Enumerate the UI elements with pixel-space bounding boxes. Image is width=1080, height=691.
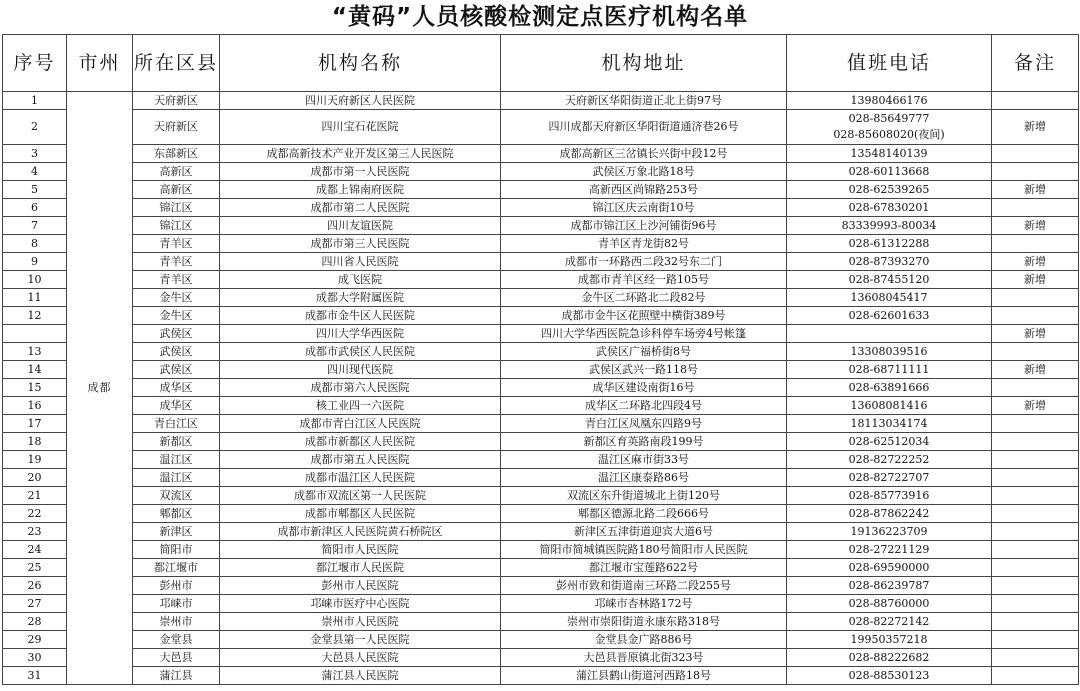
cell-seq: 9 bbox=[3, 253, 67, 271]
cell-seq: 29 bbox=[3, 631, 67, 649]
cell-name: 崇州市人民医院 bbox=[220, 613, 501, 631]
cell-seq: 17 bbox=[3, 415, 67, 433]
cell-note: 新增 bbox=[992, 253, 1079, 271]
cell-district: 成华区 bbox=[133, 379, 220, 397]
table-row bbox=[3, 541, 1079, 559]
phone-number: 028-62539265 bbox=[848, 182, 930, 196]
cell-district: 新津区 bbox=[133, 523, 220, 541]
cell-name: 成都高新技术产业开发区第三人民医院 bbox=[220, 145, 501, 163]
cell-phone bbox=[787, 92, 992, 110]
cell-district: 金牛区 bbox=[133, 307, 220, 325]
table-row bbox=[3, 613, 1079, 631]
cell-seq: 30 bbox=[3, 649, 67, 667]
cell-address: 彭州市致和街道南三环路二段255号 bbox=[501, 577, 787, 595]
cell-seq: 13 bbox=[3, 343, 67, 361]
cell-phone bbox=[787, 577, 992, 595]
cell-name: 简阳市人民医院 bbox=[220, 541, 501, 559]
cell-note bbox=[992, 595, 1079, 613]
phone-number: 028-82722707 bbox=[848, 470, 930, 484]
table-row bbox=[3, 343, 1079, 361]
cell-name: 四川省人民医院 bbox=[220, 253, 501, 271]
cell-name: 四川天府新区人民医院 bbox=[220, 92, 501, 110]
cell-district: 天府新区 bbox=[133, 110, 220, 145]
phone-number: 19950357218 bbox=[850, 632, 928, 646]
cell-note bbox=[992, 577, 1079, 595]
cell-phone bbox=[787, 343, 992, 361]
cell-name: 四川宝石花医院 bbox=[220, 110, 501, 145]
cell-seq: 18 bbox=[3, 433, 67, 451]
cell-name: 成都市新都区人民医院 bbox=[220, 433, 501, 451]
cell-address: 锦江区庆云南街10号 bbox=[501, 199, 787, 217]
cell-district: 大邑县 bbox=[133, 649, 220, 667]
cell-phone bbox=[787, 325, 992, 343]
cell-address: 新都区育英路南段199号 bbox=[501, 433, 787, 451]
table-row bbox=[3, 307, 1079, 325]
cell-phone bbox=[787, 433, 992, 451]
cell-name: 成都市郫都区人民医院 bbox=[220, 505, 501, 523]
cell-district: 温江区 bbox=[133, 451, 220, 469]
cell-seq: 19 bbox=[3, 451, 67, 469]
cell-district: 青白江区 bbox=[133, 415, 220, 433]
cell-district: 蒲江县 bbox=[133, 667, 220, 685]
table-row bbox=[3, 505, 1079, 523]
cell-phone bbox=[787, 271, 992, 289]
cell-address: 四川大学华西医院急诊科停车场旁4号帐篷 bbox=[501, 325, 787, 343]
cell-seq: 7 bbox=[3, 217, 67, 235]
cell-name: 成都市青白江区人民医院 bbox=[220, 415, 501, 433]
header-phone: 值班电话 bbox=[787, 35, 992, 92]
table-row bbox=[3, 487, 1079, 505]
cell-district: 新都区 bbox=[133, 433, 220, 451]
cell-note bbox=[992, 469, 1079, 487]
table-row bbox=[3, 92, 1079, 110]
cell-district: 武侯区 bbox=[133, 325, 220, 343]
phone-number: 028-68711111 bbox=[848, 362, 930, 376]
phone-number: 028-85773916 bbox=[848, 488, 930, 502]
cell-district: 武侯区 bbox=[133, 361, 220, 379]
cell-seq: 20 bbox=[3, 469, 67, 487]
cell-phone bbox=[787, 235, 992, 253]
phone-number: 028-27221129 bbox=[848, 542, 930, 556]
cell-seq: 12 bbox=[3, 307, 67, 325]
cell-note: 新增 bbox=[992, 397, 1079, 415]
table-row bbox=[3, 325, 1079, 343]
cell-note: 新增 bbox=[992, 361, 1079, 379]
phone-number: 028-61312288 bbox=[848, 236, 930, 250]
cell-phone bbox=[787, 451, 992, 469]
cell-note bbox=[992, 163, 1079, 181]
phone-number: 18113034174 bbox=[850, 416, 928, 430]
cell-seq: 14 bbox=[3, 361, 67, 379]
cell-phone bbox=[787, 253, 992, 271]
cell-name: 成都市金牛区人民医院 bbox=[220, 307, 501, 325]
cell-phone bbox=[787, 595, 992, 613]
cell-note bbox=[992, 379, 1079, 397]
cell-address: 新津区五津街道迎宾大道6号 bbox=[501, 523, 787, 541]
cell-note bbox=[992, 631, 1079, 649]
cell-district: 武侯区 bbox=[133, 343, 220, 361]
cell-name: 四川大学华西医院 bbox=[220, 325, 501, 343]
cell-name: 金堂县第一人民医院 bbox=[220, 631, 501, 649]
cell-seq: 22 bbox=[3, 505, 67, 523]
cell-phone bbox=[787, 163, 992, 181]
phone-number: 028-62601633 bbox=[848, 308, 930, 322]
cell-address: 青羊区青龙街82号 bbox=[501, 235, 787, 253]
table-row bbox=[3, 235, 1079, 253]
phone-number: 028-62512034 bbox=[848, 434, 930, 448]
cell-name: 成都大学附属医院 bbox=[220, 289, 501, 307]
cell-district: 双流区 bbox=[133, 487, 220, 505]
cell-district: 锦江区 bbox=[133, 199, 220, 217]
cell-address: 金牛区二环路北二段82号 bbox=[501, 289, 787, 307]
cell-district: 邛崃市 bbox=[133, 595, 220, 613]
cell-note bbox=[992, 523, 1079, 541]
table-row bbox=[3, 415, 1079, 433]
cell-note bbox=[992, 145, 1079, 163]
table-row bbox=[3, 451, 1079, 469]
cell-address: 简阳市简城镇医院路180号简阳市人民医院 bbox=[501, 541, 787, 559]
cell-name: 成都市新津区人民医院黄石桥院区 bbox=[220, 523, 501, 541]
phone-number: 028-86239787 bbox=[848, 578, 930, 592]
cell-address: 成华区建设南街16号 bbox=[501, 379, 787, 397]
page-title: “黄码”人员核酸检测定点医疗机构名单 bbox=[331, 4, 749, 30]
cell-name: 核工业四一六医院 bbox=[220, 397, 501, 415]
table-row bbox=[3, 271, 1079, 289]
cell-phone bbox=[787, 361, 992, 379]
cell-address: 成都市一环路西二段32号东二门 bbox=[501, 253, 787, 271]
cell-note bbox=[992, 415, 1079, 433]
cell-seq: 21 bbox=[3, 487, 67, 505]
cell-name: 成都市第二人民医院 bbox=[220, 199, 501, 217]
cell-district: 郫都区 bbox=[133, 505, 220, 523]
cell-address: 四川成都天府新区华阳街道通济巷26号 bbox=[501, 110, 787, 145]
table-row bbox=[3, 523, 1079, 541]
cell-seq: 27 bbox=[3, 595, 67, 613]
cell-note: 新增 bbox=[992, 271, 1079, 289]
cell-seq: 16 bbox=[3, 397, 67, 415]
phone-number: 13608045417 bbox=[850, 290, 928, 304]
cell-note bbox=[992, 235, 1079, 253]
phone-number: 13308039516 bbox=[850, 344, 928, 358]
cell-seq: 8 bbox=[3, 235, 67, 253]
cell-note bbox=[992, 307, 1079, 325]
cell-note bbox=[992, 433, 1079, 451]
table-row bbox=[3, 253, 1079, 271]
cell-district: 成华区 bbox=[133, 397, 220, 415]
cell-seq: 28 bbox=[3, 613, 67, 631]
cell-address: 高新西区尚锦路253号 bbox=[501, 181, 787, 199]
phone-number: 19136223709 bbox=[850, 524, 928, 538]
cell-district: 天府新区 bbox=[133, 92, 220, 110]
cell-address: 温江区康泰路86号 bbox=[501, 469, 787, 487]
cell-phone bbox=[787, 217, 992, 235]
cell-district: 简阳市 bbox=[133, 541, 220, 559]
phone-number: 028-82272142 bbox=[848, 614, 930, 628]
table-body bbox=[3, 92, 1079, 685]
table-row bbox=[3, 199, 1079, 217]
cell-address: 成都市青羊区经一路105号 bbox=[501, 271, 787, 289]
cell-seq: 11 bbox=[3, 289, 67, 307]
cell-district: 青羊区 bbox=[133, 235, 220, 253]
cell-address: 成都市锦江区上沙河铺街96号 bbox=[501, 217, 787, 235]
table-row bbox=[3, 181, 1079, 199]
header-note: 备注 bbox=[992, 35, 1079, 92]
phone-number: 028-88222682 bbox=[848, 650, 930, 664]
cell-note: 新增 bbox=[992, 110, 1079, 145]
cell-seq: 31 bbox=[3, 667, 67, 685]
cell-note bbox=[992, 541, 1079, 559]
cell-phone bbox=[787, 469, 992, 487]
cell-phone bbox=[787, 415, 992, 433]
cell-seq: 23 bbox=[3, 523, 67, 541]
cell-district: 青羊区 bbox=[133, 271, 220, 289]
institution-table bbox=[2, 34, 1079, 685]
cell-name: 成都市第三人民医院 bbox=[220, 235, 501, 253]
phone-number: 13548140139 bbox=[850, 146, 928, 160]
cell-district: 崇州市 bbox=[133, 613, 220, 631]
phone-number: 13608081416 bbox=[850, 398, 928, 412]
cell-phone bbox=[787, 145, 992, 163]
cell-district: 都江堰市 bbox=[133, 559, 220, 577]
cell-name: 邛崃市医疗中心医院 bbox=[220, 595, 501, 613]
cell-seq: 4 bbox=[3, 163, 67, 181]
phone-number: 028-85608020(夜间) bbox=[833, 128, 945, 141]
cell-note bbox=[992, 451, 1079, 469]
table-row bbox=[3, 631, 1079, 649]
cell-name: 成都市第五人民医院 bbox=[220, 451, 501, 469]
cell-phone bbox=[787, 523, 992, 541]
header-district: 所在区县 bbox=[133, 35, 220, 92]
table-row bbox=[3, 145, 1079, 163]
cell-name: 成都市武侯区人民医院 bbox=[220, 343, 501, 361]
cell-phone bbox=[787, 613, 992, 631]
cell-phone bbox=[787, 379, 992, 397]
table-row bbox=[3, 559, 1079, 577]
phone-number: 028-88530123 bbox=[848, 668, 930, 682]
table-row bbox=[3, 289, 1079, 307]
cell-seq: 26 bbox=[3, 577, 67, 595]
cell-address: 成都高新区三岔镇长兴街中段12号 bbox=[501, 145, 787, 163]
cell-name: 大邑县人民医院 bbox=[220, 649, 501, 667]
cell-phone bbox=[787, 649, 992, 667]
cell-name: 成都市双流区第一人民医院 bbox=[220, 487, 501, 505]
cell-note bbox=[992, 667, 1079, 685]
cell-phone bbox=[787, 397, 992, 415]
table-row bbox=[3, 361, 1079, 379]
cell-name: 蒲江县人民医院 bbox=[220, 667, 501, 685]
cell-district: 温江区 bbox=[133, 469, 220, 487]
cell-address: 武侯区万象北路18号 bbox=[501, 163, 787, 181]
cell-address: 成都市金牛区花照壁中横街389号 bbox=[501, 307, 787, 325]
cell-phone bbox=[787, 487, 992, 505]
cell-phone bbox=[787, 559, 992, 577]
cell-seq: 6 bbox=[3, 199, 67, 217]
cell-phone bbox=[787, 631, 992, 649]
cell-district: 东部新区 bbox=[133, 145, 220, 163]
table-header-row bbox=[3, 35, 1079, 92]
table-row bbox=[3, 397, 1079, 415]
table-row bbox=[3, 110, 1079, 145]
cell-address: 温江区麻市街33号 bbox=[501, 451, 787, 469]
header-city: 市州 bbox=[67, 35, 133, 92]
cell-name: 成飞医院 bbox=[220, 271, 501, 289]
table-row bbox=[3, 433, 1079, 451]
cell-seq: 5 bbox=[3, 181, 67, 199]
phone-number: 13980466176 bbox=[850, 93, 928, 107]
cell-note bbox=[992, 559, 1079, 577]
cell-address: 郫都区德源北路二段666号 bbox=[501, 505, 787, 523]
cell-name: 成都上锦南府医院 bbox=[220, 181, 501, 199]
table-row bbox=[3, 667, 1079, 685]
cell-district: 高新区 bbox=[133, 163, 220, 181]
cell-name: 成都市第一人民医院 bbox=[220, 163, 501, 181]
cell-phone bbox=[787, 541, 992, 559]
cell-address: 金堂县金广路886号 bbox=[501, 631, 787, 649]
cell-name: 四川友谊医院 bbox=[220, 217, 501, 235]
cell-note bbox=[992, 613, 1079, 631]
phone-number: 028-69590000 bbox=[848, 560, 930, 574]
cell-district: 金牛区 bbox=[133, 289, 220, 307]
cell-district: 青羊区 bbox=[133, 253, 220, 271]
cell-district: 彭州市 bbox=[133, 577, 220, 595]
cell-phone bbox=[787, 667, 992, 685]
header-seq: 序号 bbox=[3, 35, 67, 92]
cell-seq: 2 bbox=[3, 110, 67, 145]
cell-address: 大邑县晋原镇北街323号 bbox=[501, 649, 787, 667]
cell-phone bbox=[787, 181, 992, 199]
cell-seq: 3 bbox=[3, 145, 67, 163]
table-row bbox=[3, 595, 1079, 613]
cell-name: 都江堰市人民医院 bbox=[220, 559, 501, 577]
cell-name: 成都市温江区人民医院 bbox=[220, 469, 501, 487]
cell-address: 武侯区武兴一路118号 bbox=[501, 361, 787, 379]
cell-address: 成华区二环路北四段4号 bbox=[501, 397, 787, 415]
cell-address: 都江堰市宝莲路622号 bbox=[501, 559, 787, 577]
cell-name: 成都市第六人民医院 bbox=[220, 379, 501, 397]
cell-address: 武侯区广福桥街8号 bbox=[501, 343, 787, 361]
cell-address: 天府新区华阳街道正北上街97号 bbox=[501, 92, 787, 110]
phone-number: 028-82722252 bbox=[848, 452, 930, 466]
cell-name: 四川现代医院 bbox=[220, 361, 501, 379]
phone-number: 028-85649777 bbox=[848, 112, 930, 125]
cell-district: 金堂县 bbox=[133, 631, 220, 649]
cell-seq: 24 bbox=[3, 541, 67, 559]
cell-note bbox=[992, 199, 1079, 217]
phone-number: 028-67830201 bbox=[848, 200, 930, 214]
cell-name: 彭州市人民医院 bbox=[220, 577, 501, 595]
cell-address: 蒲江县鹤山街道河西路18号 bbox=[501, 667, 787, 685]
table-row bbox=[3, 577, 1079, 595]
cell-seq bbox=[3, 325, 67, 343]
phone-number: 83339993-80034 bbox=[841, 218, 937, 232]
cell-note: 新增 bbox=[992, 325, 1079, 343]
cell-phone bbox=[787, 199, 992, 217]
cell-phone bbox=[787, 289, 992, 307]
table-row bbox=[3, 217, 1079, 235]
header-name: 机构名称 bbox=[220, 35, 501, 92]
cell-address: 青白江区凤凰东四路9号 bbox=[501, 415, 787, 433]
cell-note bbox=[992, 343, 1079, 361]
phone-number: 028-87455120 bbox=[848, 272, 930, 286]
cell-address: 崇州市崇阳街道永康东路318号 bbox=[501, 613, 787, 631]
cell-seq: 25 bbox=[3, 559, 67, 577]
phone-number: 028-87862242 bbox=[848, 506, 930, 520]
cell-district: 高新区 bbox=[133, 181, 220, 199]
cell-phone bbox=[787, 110, 992, 145]
cell-note: 新增 bbox=[992, 181, 1079, 199]
table-row bbox=[3, 379, 1079, 397]
cell-phone bbox=[787, 505, 992, 523]
cell-note bbox=[992, 505, 1079, 523]
phone-number: 028-60113668 bbox=[848, 164, 930, 178]
cell-note bbox=[992, 289, 1079, 307]
cell-note bbox=[992, 92, 1079, 110]
cell-phone bbox=[787, 307, 992, 325]
phone-number: 028-88760000 bbox=[848, 596, 930, 610]
header-address: 机构地址 bbox=[501, 35, 787, 92]
cell-seq: 1 bbox=[3, 92, 67, 110]
cell-address: 双流区东升街道城北上街120号 bbox=[501, 487, 787, 505]
phone-number: 028-63891666 bbox=[848, 380, 930, 394]
cell-note bbox=[992, 649, 1079, 667]
cell-city: 成都 bbox=[67, 92, 133, 685]
cell-note: 新增 bbox=[992, 217, 1079, 235]
table-row bbox=[3, 469, 1079, 487]
cell-district: 锦江区 bbox=[133, 217, 220, 235]
cell-address: 邛崃市杏林路172号 bbox=[501, 595, 787, 613]
phone-number: 028-87393270 bbox=[848, 254, 930, 268]
table-row bbox=[3, 163, 1079, 181]
table-row bbox=[3, 649, 1079, 667]
cell-seq: 15 bbox=[3, 379, 67, 397]
cell-seq: 10 bbox=[3, 271, 67, 289]
cell-note bbox=[992, 487, 1079, 505]
